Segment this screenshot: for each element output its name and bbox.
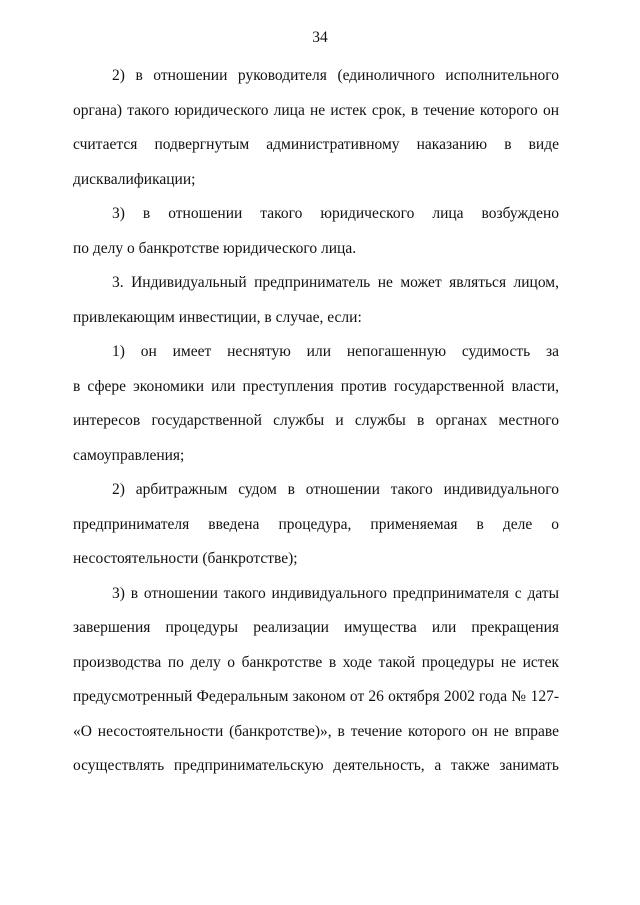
text-line: 2) арбитражным судом в отношении такого индивидуального — [112, 481, 559, 498]
text-line: «О несостоятельности (банкротстве)», в течение которого он не вправе — [73, 722, 559, 740]
text-line: органа) такого юридического лица не истек срок, в течение которого он — [73, 101, 559, 119]
text-block — [73, 64, 559, 777]
text-line: производства по делу о банкротстве в ходе такой процедуры не истек — [73, 653, 559, 671]
text-line: 3) в отношении такого индивидуального предпринимателя с даты — [112, 584, 559, 602]
text-line: самоуправления; — [73, 446, 185, 464]
text-line: в сфере экономики или преступления против государственной власти, — [73, 377, 559, 395]
text-line: по делу о банкротстве юридического лица. — [73, 239, 357, 257]
text-line: осуществлять предпринимательскую деятельность, а также занимать — [73, 757, 559, 774]
text-line: предпринимателя введена процедура, применяемая в деле о — [73, 515, 559, 533]
text-line: 1) он имеет неснятую или непогашенную судимость за — [112, 343, 559, 360]
text-line: завершения процедуры реализации имущества или прекращения — [73, 619, 559, 636]
text-line: привлекающим инвестиции, в случае, если: — [73, 308, 362, 326]
text-line: 3. Индивидуальный предприниматель не может являться лицом, — [112, 274, 559, 291]
text-line: считается подвергнутым административному наказанию в виде — [73, 136, 559, 153]
text-line: дисквалификации; — [73, 170, 196, 188]
text-line: интересов государственной службы и службы в органах местного — [73, 412, 559, 429]
text-line: 2) в отношении руководителя (единоличного исполнительного — [112, 67, 559, 84]
text-line: предусмотренный Федеральным законом от 26 октября 2002 года № 127- — [73, 688, 559, 705]
text-line: 3) в отношении такого юридического лица возбуждено — [112, 205, 559, 222]
document-body — [73, 64, 559, 789]
page-number: 34 — [312, 29, 328, 46]
text-line: несостоятельности (банкротстве); — [73, 550, 298, 567]
